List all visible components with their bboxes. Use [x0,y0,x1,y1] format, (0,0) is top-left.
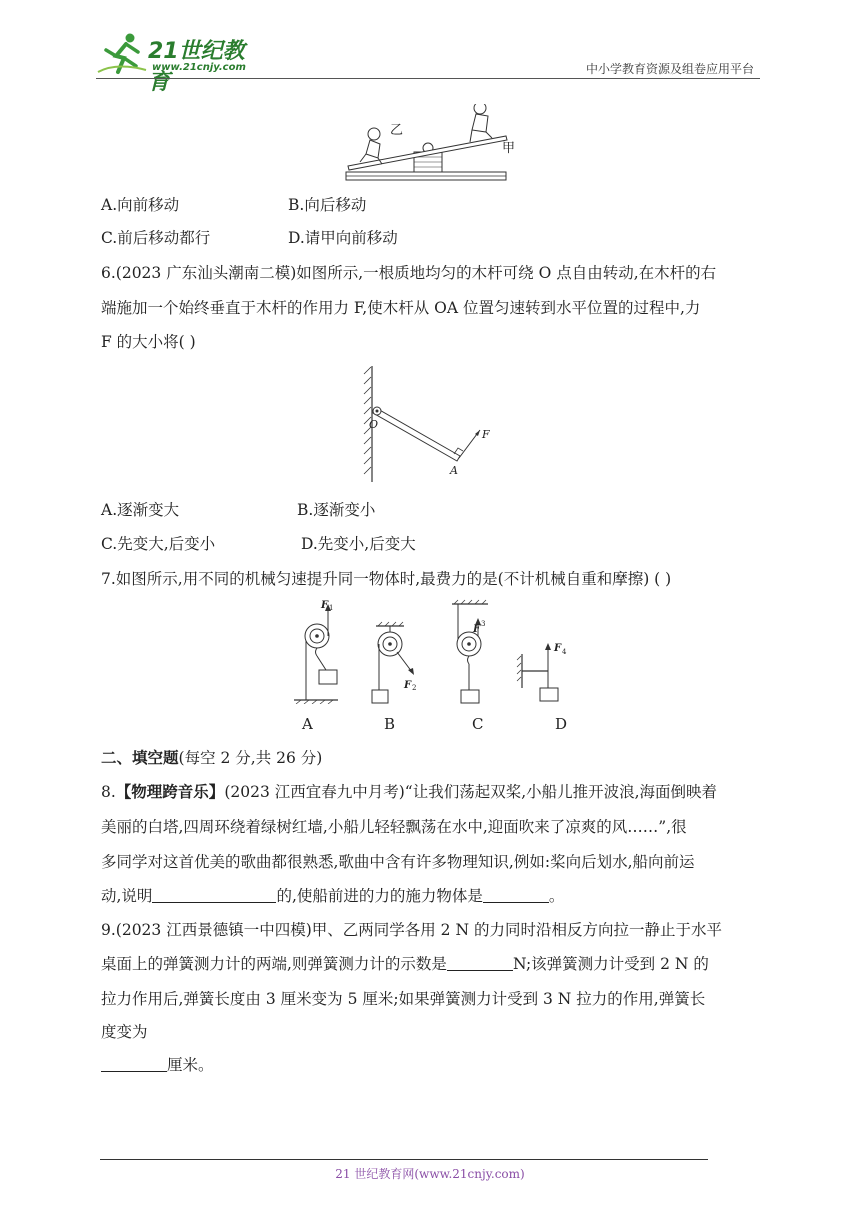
footer-divider [100,1159,708,1160]
label-a: A [450,464,458,477]
section2-title: 二、填空题 [101,748,179,767]
label-f: F [482,428,490,441]
q6-option-b[interactable]: B.逐渐变小 [297,501,376,519]
q8-line2: 美丽的白塔,四周环绕着绿树红墙,小船儿轻轻飘荡在水中,迎面吹来了凉爽的风……”,很 [101,818,687,836]
q7-line1: 7.如图所示,用不同的机械匀速提升同一物体时,最费力的是(不计机械自重和摩擦) ( ) [101,570,672,588]
q5-option-b[interactable]: B.向后移动 [288,196,367,214]
q7-caption-d: D [555,715,568,733]
svg-text:F: F [554,643,562,654]
lever-figure [360,364,530,484]
q5-option-d[interactable]: D.请甲向前移动 [288,229,398,247]
pulley-c [452,600,488,703]
pulley-b [372,622,416,703]
svg-text:2: 2 [412,684,417,692]
label-yi: 乙 [390,123,404,138]
q5-option-c[interactable]: C.前后移动都行 [101,229,211,247]
logo-text: 21世纪教育 [148,39,245,95]
header-divider [96,78,760,79]
q8-line3: 多同学对这首优美的歌曲都很熟悉,歌曲中含有许多物理知识,例如:桨向后划水,船向前运 [101,853,695,871]
q9-blank-2[interactable] [101,1055,167,1072]
section2-heading [101,748,322,768]
q9-line2-b: N;该弹簧测力计受到 2 N 的 [512,955,709,973]
q6-line1: 6.(2023 广东汕头潮南二模)如图所示,一根质地均匀的木杆可绕 O 点自由转动,在木杆的右 [101,264,717,282]
q8-line4-c: 。 [548,887,565,905]
label-jia: 甲 [502,141,516,156]
q9-line2 [101,954,709,974]
svg-text:F: F [404,680,412,691]
pulley-figure [292,596,572,704]
q6-option-c[interactable]: C.先变大,后变小 [101,535,216,553]
seesaw-figure [344,104,524,184]
q5-option-a[interactable]: A.向前移动 [101,196,180,214]
lever-d [517,643,567,701]
q8-blank-1[interactable] [152,886,276,903]
q6-option-d[interactable]: D.先变小,后变大 [301,535,416,553]
page-header [96,28,760,95]
q7-caption-a: A [302,715,313,733]
footer-text: 21 世纪教育网(www.21cnjy.com) [335,1167,525,1181]
q6-option-a[interactable]: A.逐渐变大 [101,501,180,519]
q9-line3: 拉力作用后,弹簧长度由 3 厘米变为 5 厘米;如果弹簧测力计受到 3 N 拉力的作用,弹簧长 [101,990,706,1008]
label-o: O [369,418,379,431]
svg-text:F: F [473,624,481,635]
q8-line4 [101,886,564,906]
q9-blank-1[interactable] [447,954,513,971]
svg-text:F: F [321,600,329,611]
q9-line2-a: 桌面上的弹簧测力计的两端,则弹簧测力计的示数是 [101,955,447,973]
q8-tag: 【物理跨音乐】 [115,782,225,801]
pulley-a [294,600,338,704]
q7-caption-c: C [472,715,484,733]
section2-note: (每空 2 分,共 26 分) [178,749,323,767]
q9-line5 [101,1055,214,1075]
header-platform-text: 中小学教育资源及组卷应用平台 [585,62,754,76]
svg-text:4: 4 [562,648,567,656]
site-logo [96,32,266,95]
q6-line2: 端施加一个始终垂直于木杆的作用力 F,使木杆从 OA 位置匀速转到水平位置的过程中,力 [101,299,701,317]
q8-line4-b: 的,使船前进的力的施力物体是 [276,887,483,905]
runner-logo-icon [96,32,148,76]
svg-text:1: 1 [329,604,334,612]
q8-prefix: 8. [101,783,116,801]
q9-line1: 9.(2023 江西景德镇一中四模)甲、乙两同学各用 2 N 的力同时沿相反方向拉一静止于水平 [101,921,722,939]
q6-line3: F 的大小将( ) [101,333,196,351]
q8-line1-rest: (2023 江西宜春九中月考)“让我们荡起双桨,小船儿推开波浪,海面倒映着 [224,783,718,801]
q8-blank-2[interactable] [483,886,549,903]
q8-line1 [101,782,717,802]
svg-text:3: 3 [481,620,486,628]
q8-line4-a: 动,说明 [101,887,153,905]
logo-url: www.21cnjy.com [152,62,246,73]
q9-line4: 度变为 [101,1023,148,1041]
q9-line5-text: 厘米。 [167,1056,214,1074]
q7-caption-b: B [384,715,396,733]
